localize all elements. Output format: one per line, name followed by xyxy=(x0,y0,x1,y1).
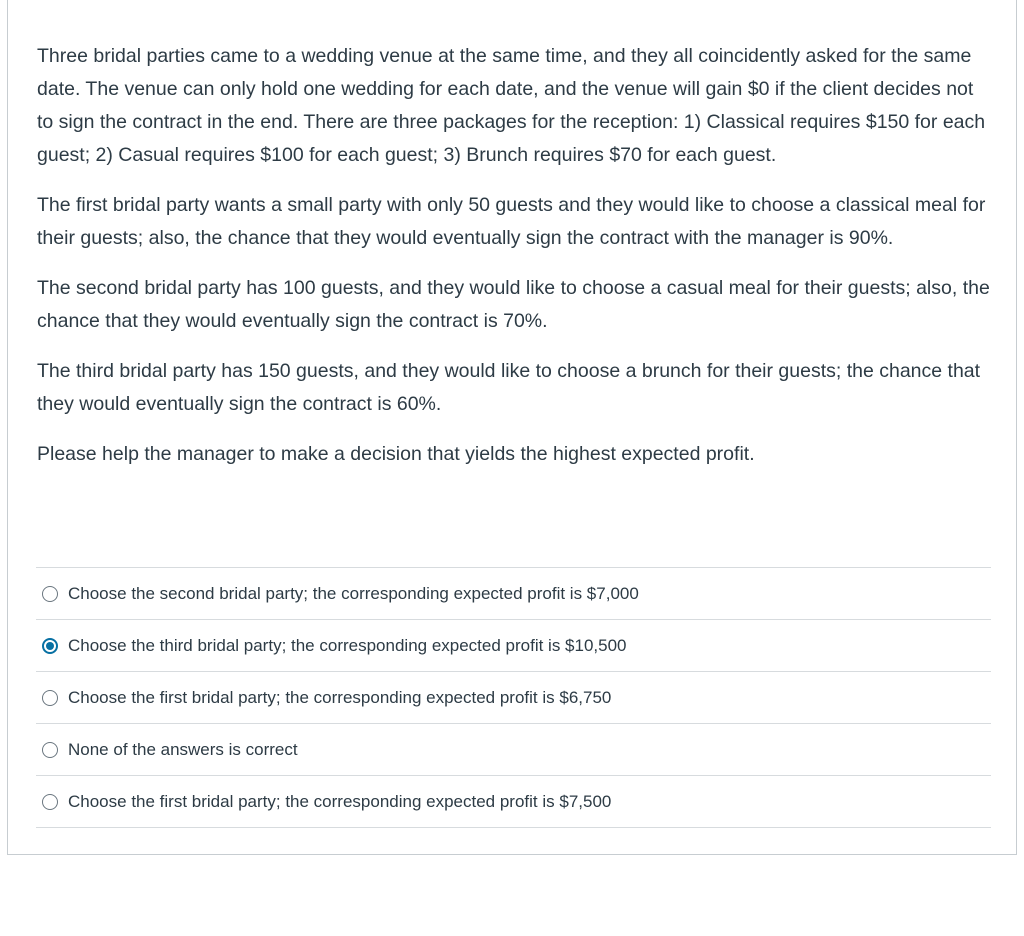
question-text xyxy=(37,40,992,488)
answer-label-4: None of the answers is correct xyxy=(68,739,298,759)
radio-button-4[interactable] xyxy=(42,742,58,758)
question-paragraph-prompt: Please help the manager to make a decision that yields the highest expected profit. xyxy=(37,443,755,465)
answer-label-3: Choose the first bridal party; the corresponding expected profit is $6,750 xyxy=(68,687,612,707)
answer-option-1[interactable] xyxy=(36,568,991,620)
answer-list xyxy=(36,567,991,828)
answer-label-1: Choose the second bridal party; the corresponding expected profit is $7,000 xyxy=(68,583,639,603)
question-card xyxy=(7,0,1017,855)
answer-option-5[interactable] xyxy=(36,776,991,828)
question-paragraph-first-party: The first bridal party wants a small party with only 50 guests and they would like to choose a classical meal for their guests; also, the chance that they would eventually sign the contract with the manager is 90%. xyxy=(37,194,986,249)
answer-label-5: Choose the first bridal party; the corresponding expected profit is $7,500 xyxy=(68,791,612,811)
answer-option-4[interactable] xyxy=(36,724,991,776)
answer-option-3[interactable] xyxy=(36,672,991,724)
radio-button-5[interactable] xyxy=(42,794,58,810)
radio-button-1[interactable] xyxy=(42,586,58,602)
radio-button-3[interactable] xyxy=(42,690,58,706)
question-paragraph-third-party: The third bridal party has 150 guests, and they would like to choose a brunch for their guests; the chance that they would eventually sign the contract is 60%. xyxy=(37,360,981,415)
question-paragraph-second-party: The second bridal party has 100 guests, and they would like to choose a casual meal for their guests; also, the chance that they would eventually sign the contract is 70%. xyxy=(37,277,990,332)
radio-button-2[interactable] xyxy=(42,638,58,654)
answer-option-2[interactable] xyxy=(36,620,991,672)
answer-label-2: Choose the third bridal party; the corresponding expected profit is $10,500 xyxy=(68,635,627,655)
question-paragraph-intro: Three bridal parties came to a wedding venue at the same time, and they all coincidently asked for the same date. The venue can only hold one wedding for each date, and the venue will gain $0 if the client decides not to sign the contract in the end. There are three packages for the reception: 1) Classical requires $150 for each guest; 2) Casual requires $100 for each guest; 3) Brunch requires $70 for each guest. xyxy=(37,45,986,166)
